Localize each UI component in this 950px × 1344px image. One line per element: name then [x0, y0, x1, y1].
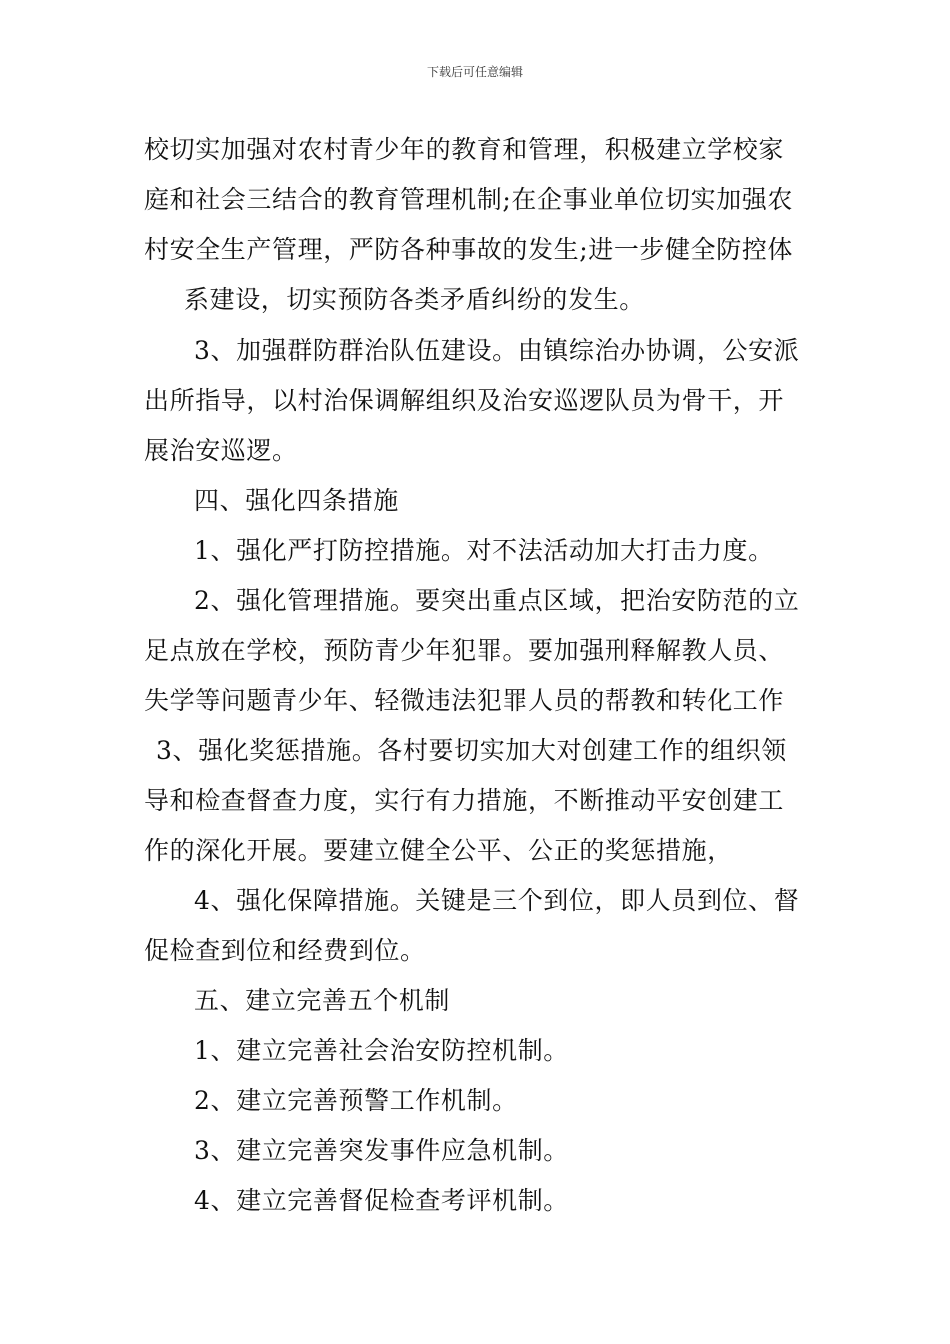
- text-line: 展治安巡逻。: [144, 436, 298, 465]
- text-line: 1、强化严打防控措施。对不法活动加大打击力度。: [194, 536, 774, 565]
- text-line: 校切实加强对农村青少年的教育和管理，积极建立学校家: [144, 135, 785, 164]
- list-item: 1、建立完善社会治安防控机制。: [194, 1036, 569, 1065]
- text-line: 系建设，切实预防各类矛盾纠纷的发生。: [184, 285, 645, 314]
- text-line: 促检查到位和经费到位。: [144, 936, 426, 965]
- section-heading: 五、建立完善五个机制: [194, 986, 451, 1015]
- text-line: 4、强化保障措施。关键是三个到位，即人员到位、督: [194, 886, 800, 915]
- text-line: 庭和社会三结合的教育管理机制;在企事业单位切实加强农: [144, 185, 794, 214]
- text-line: 3、强化奖惩措施。各村要切实加大对创建工作的组织领: [156, 736, 787, 765]
- section-heading: 四、强化四条措施: [194, 486, 399, 515]
- page-header: 下载后可任意编辑: [426, 65, 523, 79]
- text-line: 2、强化管理措施。要突出重点区域，把治安防范的立: [194, 586, 800, 615]
- text-line: 足点放在学校，预防青少年犯罪。要加强刑释解教人员、: [144, 636, 785, 665]
- list-item: 3、建立完善突发事件应急机制。: [194, 1136, 569, 1165]
- list-item: 2、建立完善预警工作机制。: [194, 1086, 518, 1115]
- text-line: 村安全生产管理，严防各种事故的发生;进一步健全防控体: [144, 235, 794, 264]
- text-line: 作的深化开展。要建立健全公平、公正的奖惩措施，: [144, 836, 733, 865]
- text-line: 导和检查督查力度，实行有力措施，不断推动平安创建工: [144, 786, 785, 815]
- text-line: 失学等问题青少年、轻微违法犯罪人员的帮教和转化工作: [144, 686, 785, 715]
- list-item: 4、建立完善督促检查考评机制。: [194, 1186, 569, 1215]
- text-line: 出所指导，以村治保调解组织及治安巡逻队员为骨干，开: [144, 386, 785, 415]
- text-line: 3、加强群防群治队伍建设。由镇综治办协调，公安派: [194, 336, 800, 365]
